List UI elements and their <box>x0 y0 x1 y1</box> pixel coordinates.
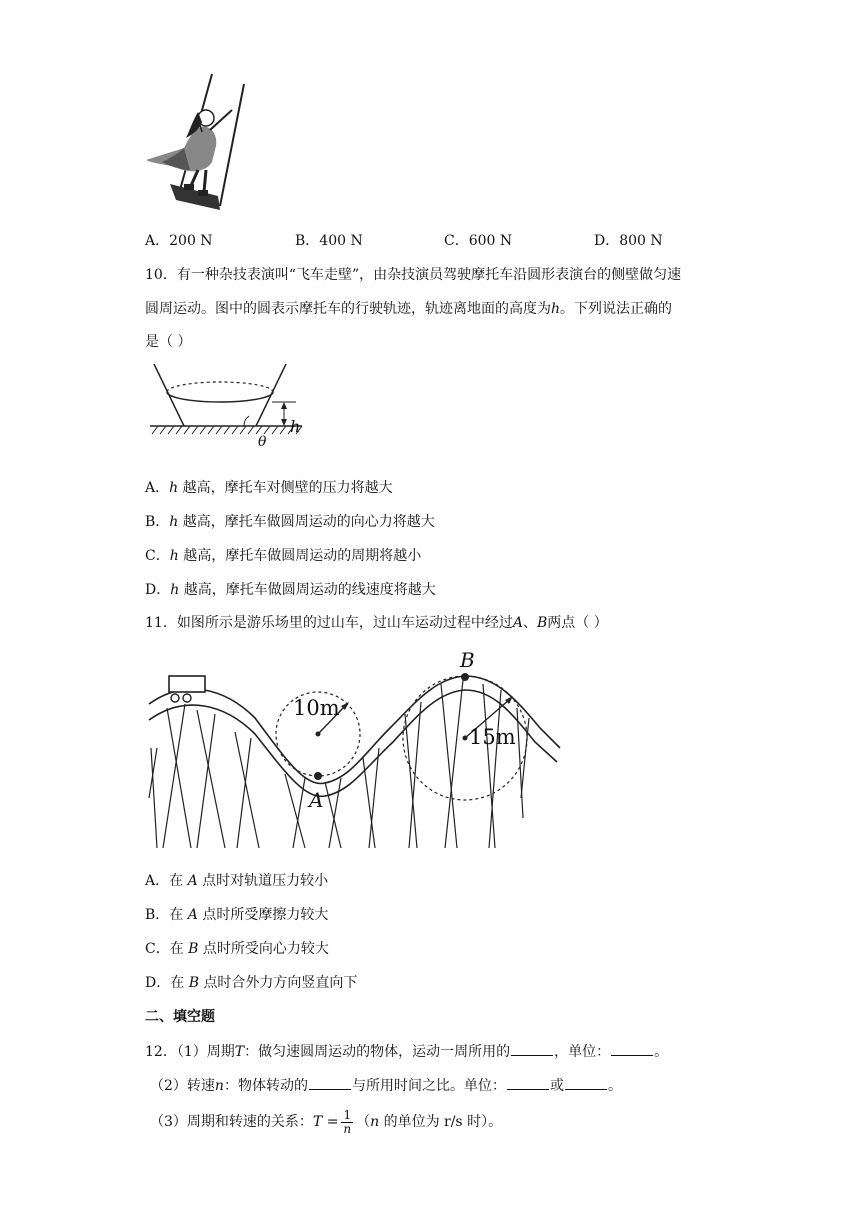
q9-option-d[interactable]: D．800 N <box>594 233 663 249</box>
radius-b-label: 15m <box>469 725 516 749</box>
height-label: h <box>290 417 301 436</box>
q10-stem-line-1: 10．有一种杂技表演叫“飞车走壁”，由杂技演员驾驶摩托车沿圆形表演台的侧壁做匀速 <box>145 267 682 283</box>
radius-a-label: 10m <box>293 696 340 720</box>
answer-blank[interactable] <box>565 1077 607 1090</box>
q9-option-a[interactable]: A．200 N <box>145 233 213 249</box>
q11-option-c[interactable]: C．在 B 点时所受向心力较大 <box>145 941 329 957</box>
angle-label: θ <box>258 434 267 450</box>
fraction: $\frac{1}{n}$ <box>343 1107 352 1136</box>
point-a-label: A <box>309 788 324 812</box>
roller-coaster-figure <box>145 648 565 853</box>
q12-part-2: （2）转速n：物体转动的 与所用时间之比。单位： 或 。 <box>150 1078 622 1094</box>
q11-stem: 11．如图所示是游乐场里的过山车，过山车运动过程中经过A、B两点（ ） <box>145 615 608 631</box>
answer-blank[interactable] <box>507 1077 549 1090</box>
q10-stem-line-3: 是（ ） <box>145 334 192 350</box>
q9-option-c[interactable]: C．600 N <box>444 233 513 249</box>
q12-part-1: 12．（1）周期T：做匀速圆周运动的物体，运动一周所用的 ，单位： 。 <box>145 1044 669 1060</box>
answer-blank[interactable] <box>511 1043 553 1056</box>
answer-blank[interactable] <box>611 1043 653 1056</box>
q10-option-b[interactable]: B．h 越高，摩托车做圆周运动的向心力将越大 <box>145 514 435 530</box>
q11-option-d[interactable]: D．在 B 点时合外力方向竖直向下 <box>145 975 358 991</box>
q10-option-a[interactable]: A．h 越高，摩托车对侧壁的压力将越大 <box>145 480 393 496</box>
q11-option-a[interactable]: A．在 A 点时对轨道压力较小 <box>145 873 329 889</box>
q11-option-b[interactable]: B．在 A 点时所受摩擦力较大 <box>145 907 329 923</box>
q10-option-c[interactable]: C．h 越高，摩托车做圆周运动的周期将越小 <box>145 548 422 564</box>
q10-option-d[interactable]: D．h 越高，摩托车做圆周运动的线速度将越大 <box>145 582 436 598</box>
q10-stem-line-2: 圆周运动。图中的圆表示摩托车的行驶轨迹，轨迹离地面的高度为h。下列说法正确的 <box>145 301 673 317</box>
swing-figure <box>140 72 255 220</box>
q9-option-b[interactable]: B．400 N <box>295 233 363 249</box>
point-b-label: B <box>460 648 475 672</box>
answer-blank[interactable] <box>309 1077 351 1090</box>
section-title: 二、填空题 <box>145 1009 215 1025</box>
q12-part-3: （3）周期和转速的关系：T = $\frac{1}{n}$ （n 的单位为 r/s 时）。 <box>150 1107 503 1136</box>
wall-of-death-figure <box>146 360 306 438</box>
